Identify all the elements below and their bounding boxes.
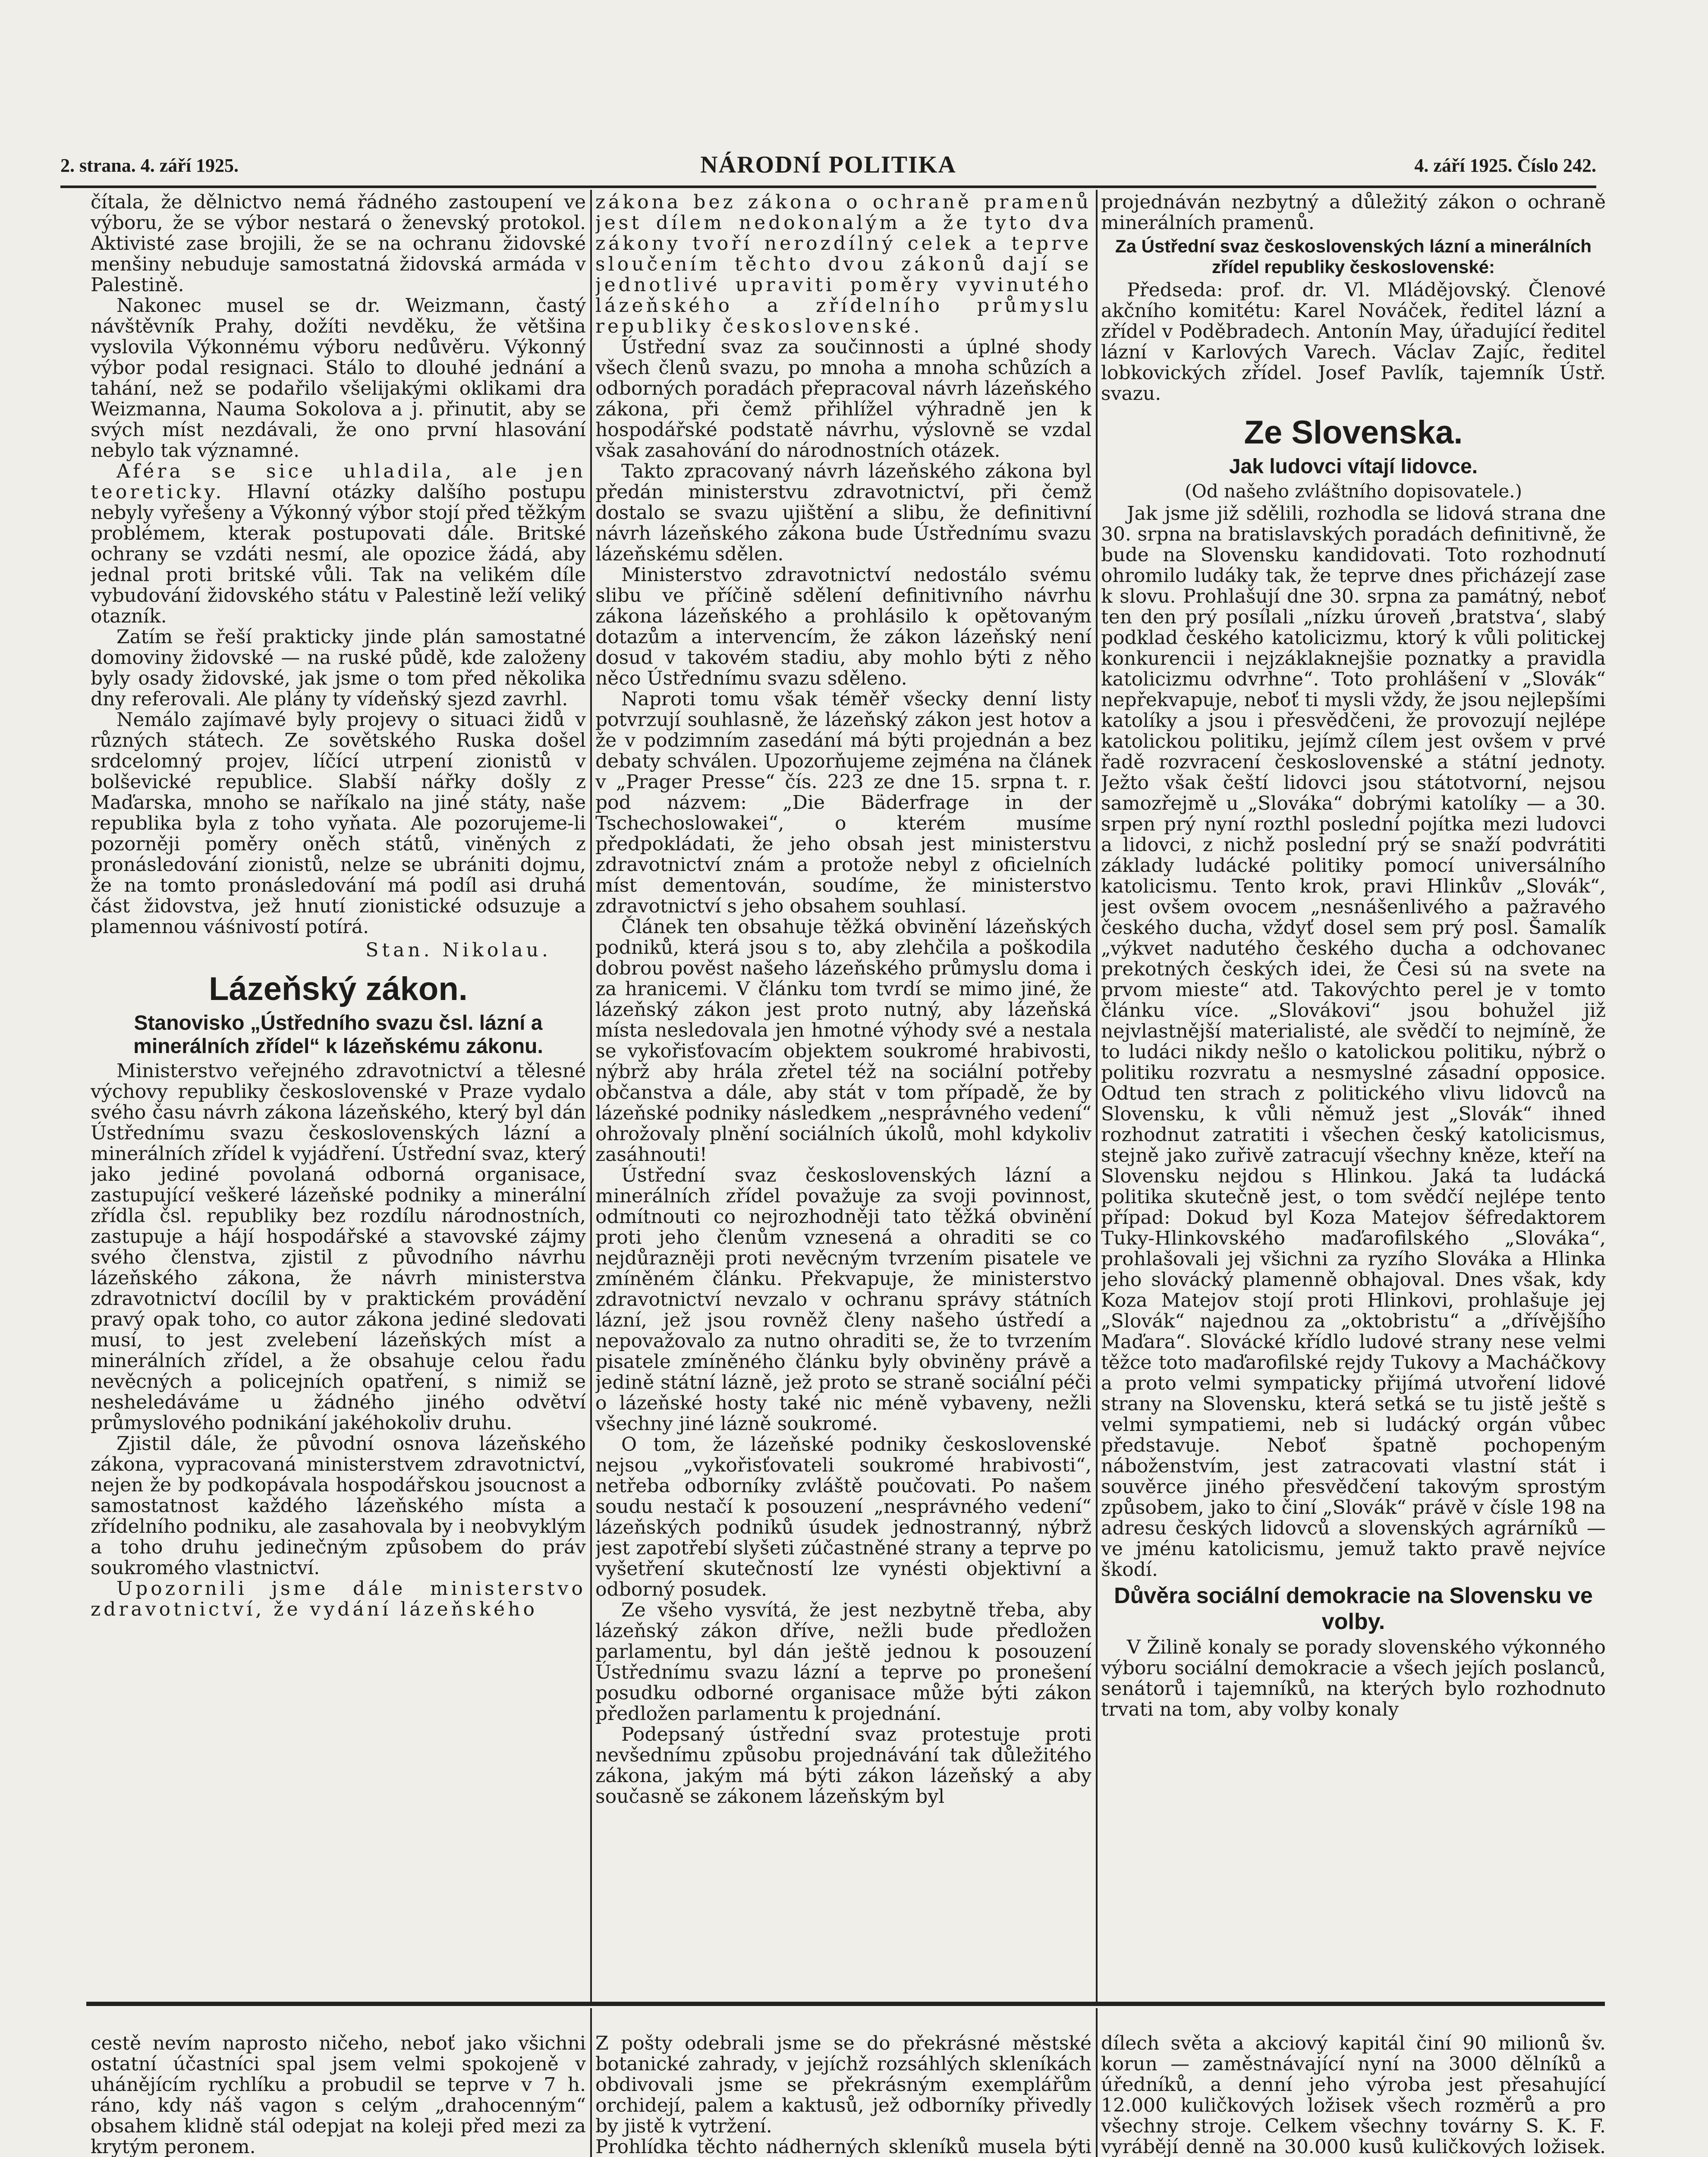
paragraph: Ministerstvo veřejného zdravotnictví a tělesné výchovy republiky československé v Praze vydalo svého času návrh zákona lázeňského, který byl dán Ústřednímu svazu československých lázní a minerálních zřídel k vyjádření. Ústřední svaz, který jako jediné povolaná odborná organisace, zastupující veškeré lázeňské podniky a minerální zřídla čsl. republiky bez rozdílu národnostních, zastupuje a hájí hospodářské a stavovské zájmy svého členstva, zjistil z původního návrhu lázeňského zákona, že návrh ministerstva zdravotnictví docílil by v praktickém provádění pravý opak toho, co autor zákona jediné sledovati musí, to jest zvelebení lázeňských míst a minerálních zřídel, a že obsahuje celou řadu nevěcných a policejních opatření, s nimiž se nesheledáváme u žádného jiného odvětví průmyslového podnikání jakéhokoliv druhu. [91,1060,586,1434]
page-header [60,151,1596,181]
header-rule [60,186,1596,188]
section-heading: Ze Slovenska. [1244,414,1463,451]
feuilleton-text: cestě nevím naprosto ničeho, neboť jako všichni ostatní účastníci spal jsem velmi spokojeně v uhánějícím rychlíku a probudil se teprve v 7 h. ráno, kdy náš vagon s celým „drahocenným“ obsahem klidně stál odepjat na koleji před mezi za krytým peronem. [91,2032,586,2157]
paragraph: Naproti tomu však téměř všecky denní listy potvrzují souhlasně, že lázeňský zákon jest hotov a že v podzimním zasedání má býti projednán a bez debaty schválen. Upozorňujeme zejména na článek v „Prager Presse“ čís. 223 ze dne 15. srpna t. r. pod názvem: „Die Bäderfrage in der Tschechoslowakei“, o kterém musíme předpokládati, že jeho obsah jest ministerstvu zdravotnictví znám a protože nebyl z oficielních míst dementován, soudíme, že ministerstvo zdravotnictví s jeho obsahem souhlasí. [595,688,1091,917]
correspondent-note: (Od našeho zvláštního dopisovatele.) [1184,481,1522,502]
article-heading: Důvěra sociální demokracie na Slovensku ve volby. [1114,1583,1593,1634]
column-rule [1096,2008,1098,2157]
paragraph: Článek ten obsahuje těžká obvinění lázeňských podniků, která jsou s to, aby zlehčila a poškodila dobrou pověst našeho lázeňského průmyslu doma i za hranicemi. V článku tom tvrdí se mimo jiné, že lázeňský zákon jest proto nutný, aby lázeňská místa nesledovala jen hmotné výhody své a nestala se vykořisťovacím objektem soukromé hrabivosti, nýbrž aby hrála zřetel též na sociální potřeby občanstva a dále, aby stát v tom případě, že by lázeňské podniky následkem „nesprávného vedení“ ohrožovaly plnění sociálních úkolů, mohl kdykoliv zasáhnouti! [595,916,1091,1166]
column-rule [590,190,592,2002]
paragraph: Nakonec musel se dr. Weizmann, častý návštěvník Prahy, dožíti nevděku, že většina vyslovila Výkonnému výboru nedůvěru. Výkonný výbor podal resignaci. Stálo to dlouhé jednání a tahání, než se podařilo všelijakými oklikami dra Weizmanna, Nauma Sokolova a j. přinutit, aby se svých míst nezdávali, že ono první hlasování nebylo tak významné. [91,295,586,462]
organisation-signature: Za Ústřední svaz československých lázní a minerálních zřídel republiky československé: [1115,236,1592,277]
paragraph: Ministerstvo zdravotnictví nedostálo svému slibu ve příčině sdělení definitivního návrhu zákona lázeňského a prohlásilo k opětovaným dotazům a intervencím, že zákon lázeňský není dosud v takovém stadiu, aby mohlo býti z něho něco Ústřednímu svazu sděleno. [595,564,1091,689]
column-rule [590,2008,592,2157]
paragraph: projednáván nezbytný a důležitý zákon o ochraně minerálních pramenů. [1101,192,1606,234]
column-3 [1101,192,1606,1974]
paragraph: Hlavní otázky dalšího postupu nebyly vyřešeny a Výkonný výbor stojí před těžkým problémem, kterak postupovati dále. Britské ochrany se vzdáti nesmí, ale opozice žádá, aby jednal proti britské vůli. Tak na velikém díle vybudování židovského státu v Palestině leží veliký otazník. [91,481,586,627]
paragraph: Jak jsme již sdělili, rozhodla se lidová strana dne 30. srpna na bratislavských poradách definitivně, že bude na Slovensku kandidovati. Toto rozhodnutí ohromilo ludáky tak, že teprve dnes přicházejí zase k slovu. Prohlašují dne 30. srpna za památný, neboť ten den prý posílali „nízku úroveň ‚bratstva‘, slabý podklad českého katolicizmu, ktorý k vůli politickej konkurencii i nejzáklaknejšie poznatky a pravidla katolicizmu odvrhne“. Toto prohlášení v „Slovák“ nepřekvapuje, neboť ti mysli vždy, že jsou nejlepšími katolíky a jsou i přesvědčeni, že provozují nejlépe katolickou politiku, jejímž cílem jest ovšem v prvé řadě rozvracení československé a státní jednoty. Ježto však čeští lidovci jsou státotvorní, nejsou samozřejmě u „Slováka“ dobrými katolíky — a 30. srpen prý nyní rozthl poslední pojítka mezi ludovci a lidovci, z nichž poslední prý se snaží podvrátiti základy ludácké politiky pomocí universálního katolicismu. Tento krok, pravi Hlinkův „Slovák“, jest ovšem ovocem „nesnášenlivého a pažravého českého ducha, vždyť dosel sem prý posl. Šamalík „výkvet nadutého českého ducha a odchovanec prekotných českých idei, že Česi sú na svete na prvom mieste“ atd. Takovýchto perel je v tomto článku více. „Slovákovi“ jsou bohužel již nejvlastnější materialisté, ale svědčí to nejmíně, že to ludáci nikdy nešlo o katolickou politiku, nýbrž o politiku rozvratu a nesmyslné zásadní opposice. Odtud ten strach z politického vlivu lidovců na Slovensku, k vůli němuž jest „Slovák“ ihned rozhodnut zatratiti i všechen český katolicismus, stejně jako zuřivě zatracují všechny kněze, kteří na Slovensku nejdou s Hlinkou. Jaká ta ludácká politika skutečně jest, o tom svědčí nejlépe tento případ: Dokud byl Koza Matejov šéfredaktorem Tuky-Hlinkovského maďarofilského „Slováka“, prohlašovali jej všichni za ryzího Slováka a Hlinka jeho slovácký plamenně obhajoval. Dnes však, kdy Koza Matejov stojí proti Hlinkovi, prohlašuje jej „Slovák“ najednou za „oktobristu“ a „dřívějšího Maďara“. Slovácké křídlo ludové strany nese velmi těžce toto maďarofilské rejdy Tukovy a Macháčkovy a proto velmi sympaticky přijímá utvoření lidové strany na Slovensku, která setká se tu jistě ještě s velmi sympatiemi, neb si ludácký orgán vůbec představuje. Neboť špatně pochopeným náboženstvím, jest zatracovati vlastní stát i souvěrce jiného přesvědčení takovým sprostým způsobem, jako to činí „Slovák“ právě v čísle 198 na adresu českých lidovců a slovenských agrárníků — ve jménu katolicismu, jemuž takto pravě nejvíce škodí. [1101,503,1606,1581]
paragraph: Podepsaný ústřední svaz protestuje proti nevšednímu způsobu projednávání tak důležitého zákona, jakým má býti zákon lázeňský a aby současně se zákonem lázeňským byl [595,1723,1091,1808]
paragraph: Ústřední svaz československých lázní a minerálních zřídel považuje za svoji povinnost, odmítnouti co nejrozhodněji tato těžká obvinění proti jeho členům vznesená a ohraditi se co nejdůrazněji proti nevěcným tvrzením pisatele ve zmíněném článku. Překvapuje, že ministerstvo zdravotnictví nevzalo v ochranu správy státních lázní, jež jsou rovněž členy našeho ústředí a nepovažovalo za nutno ohraditi se, že to tvrzením pisatele zmíněného článku byly obviněny právě a jedině státní lázně, jež proto se straně sociální péči o lázeňské hosty také nic méně vybaveny, nežli všechny jiné lázně soukromé. [595,1164,1091,1435]
feuilleton-rule [86,2002,1605,2006]
paragraph: Zatím se řeší prakticky jinde plán samostatné domoviny židovské — na ruské půdě, kde založeny byly osady židovské, jak jsme o tom před několika dny referovali. Ale plány ty vídeňský sjezd zavrhl. [91,626,586,710]
article-subheading: Stanovisko „Ústředního svazu čsl. lázní a minerálních zřídel“ k lázeňskému zákonu. [133,1012,543,1058]
feuilleton-text: dílech světa a akciový kapitál činí 90 milionů šv. korun — zaměstnávající nyní na 3000 dělníků a úředníků, a denní jeho výroba jest přesahující 12.000 kuličkových ložisek všech rozměrů a pro všechny stroje. Celkem všechny továrny S. K. F. vyrábějí denně na 30.000 kusů kuličkových ložisek. [1101,2032,1606,2157]
paragraph: O tom, že lázeňské podniky československé nejsou „vykořisťovateli soukromé hrabivosti“, netřeba odborníky zvláště poučovati. Po našem soudu nestačí k posouzení „nesprávného vedení“ lázeňských podniků úsudek jednostranný, nýbrž jest zapotřebí slyšeti zúčastněné strany a teprve po vyšetření skutečností lze vynésti objektivní a odborný posudek. [595,1434,1091,1600]
paragraph: Nemálo zajímavé byly projevy o situaci židů v různých státech. Ze sovětského Ruska došel srdcelomný projev, líčící utrpení zionistů v bolševické republice. Slabší nářky došly z Maďarska, mnoho se naříkalo na jiné státy, naše republika byla z toho vyňata. Ale pozorujeme-li pozorněji poměry oněch států, viněných z pronásledování zionistů, nelze se ubrániti dojmu, že na tomto pronásledování má podíl asi druhá část židovstva, jež hnutí zionistické odsuzuje a plamennou váśnivostí potírá. [91,709,586,938]
article-heading: Lázeňský zákon. [209,971,468,1007]
feuilleton-text: Z pošty odebrali jsme se do překrásné městské botanické zahrady, v jejíchž rozsáhlých skleníkách obdivovali jsme se překrásným exemplářům orchidejí, palem a kaktusů, jež odborníky přivedly by jistě k vytržení. Prohlídka těchto nádherných skleníků musela býti [595,2032,1091,2157]
column-rule [1096,190,1098,2002]
paragraph: Ústřední svaz za součinnosti a úplné shody všech členů svazu, po mnoha a mnoha schůzích a odborných poradách přepracoval návrh lázeňského zákona, při čemž přihlížel výhradně jen k hospodářské podstatě návrhu, výslovně se vzdal však zasahování do národnostních otázek. [595,336,1091,462]
paragraph: Zjistil dále, že původní osnova lázeňského zákona, vypracovaná ministerstvem zdravotnictví, nejen že by podkopávala hospodářskou jsoucnost a samostatnost každého lázeňského místa a zřídelního podniku, ale zasahovala by i neobvyklým a toho druhu jedinečným způsobem do práv soukromého vlastnictví. [91,1433,586,1579]
paragraph: Ze všeho vysvítá, že jest nezbytně třeba, aby lázeňský zákon dříve, nežli bude předložen parlamentu, byl dán ještě jednou k posouzení Ústřednímu svazu lázní a teprve po pronešení posudku odborné organisace může býti zákon předložen parlamentu k projednání. [595,1599,1091,1725]
header-right: 4. září 1925. Číslo 242. [1414,155,1596,176]
feuilleton-column-1 [91,2012,586,2157]
paragraph: Předseda: prof. dr. Vl. Mládějovský. Členové akčního komitétu: Karel Nováček, ředitel lázní a zřídel v Poděbradech. Antonín May, úřadující ředitel lázní v Karlových Varech. Václav Zajíc, ředitel lobkovických zřídel. Josef Pavlík, tajemník Ústř. svazu. [1101,279,1606,405]
paragraph: zákona bez zákona o ochraně pramenů jest dílem nedokonalým a že tyto dva zákony tvoří nerozdílný celek a teprve sloučením těchto dvou zákonů dají se jednotlivé upraviti poměry vyvinutého lázeňského a zřídelního průmyslu republiky československé. [595,192,1091,337]
paragraph: čítala, že dělnictvo nemá řádného zastoupení ve výboru, že se výbor nestará o ženevský protokol. Aktivisté zase brojili, že se na ochranu židovské menšiny nebuduje samostatná židovská armáda v Palestině. [91,192,586,296]
spaced-lead: Aféra se sice uhladila, ale jen teoreticky. [91,460,586,503]
author-byline: Stan. Nikolau. [365,939,551,961]
feuilleton-column-3 [1101,2012,1606,2157]
column-2 [595,192,1091,1974]
header-left: 2. strana. 4. září 1925. [60,155,239,176]
paragraph: Takto zpracovaný návrh lázeňského zákona byl předán ministerstvu zdravotnictví, při čemž dostalo se svazu ujištění a slibu, že definitivní návrh lázeňského zákona bude Ústřednímu svazu lázeňskému sdělen. [595,460,1091,565]
article-subheading: Jak ludovci vítají lidovce. [1229,455,1478,478]
paragraph: V Žilině konaly se porady slovenského výkonného výboru sociální demokracie a všech jejích poslanců, senátorů i tajemníků, na kterých bylo rozhodnuto trvati na tom, aby volby konaly [1101,1636,1606,1720]
masthead-title: NÁRODNÍ POLITIKA [700,151,956,178]
column-1 [91,192,586,1974]
paragraph: Upozornili jsme dále ministerstvo zdravotnictví, že vydání lázeňského [91,1578,586,1620]
feuilleton-column-2 [595,2012,1091,2157]
